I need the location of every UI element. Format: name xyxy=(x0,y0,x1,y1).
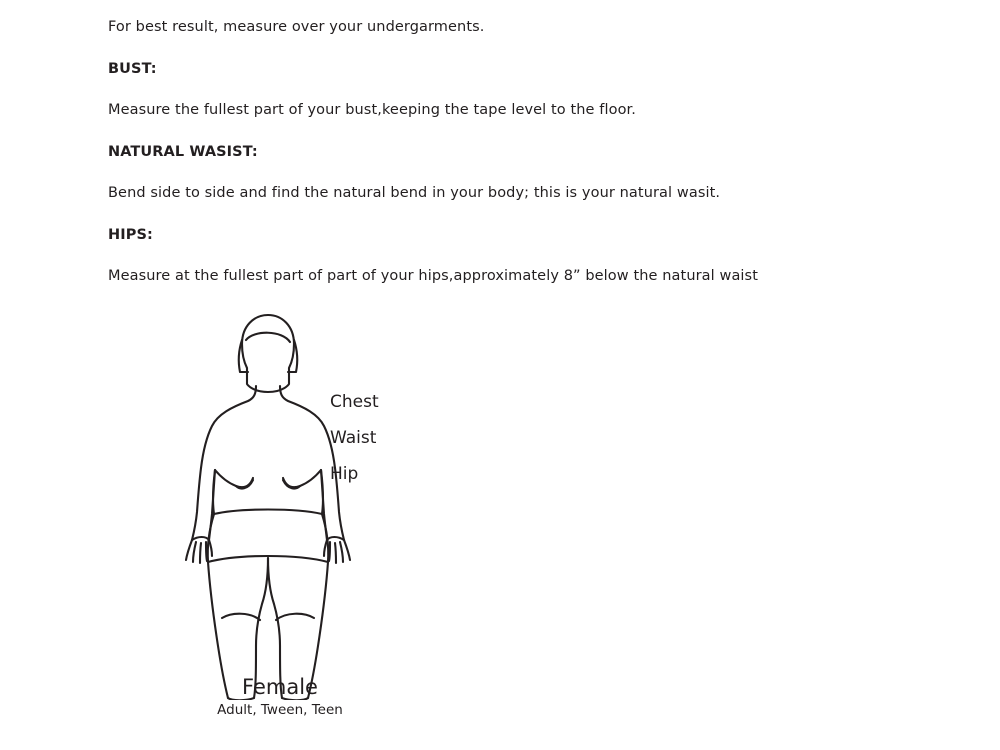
label-chest: Chest xyxy=(330,392,379,412)
female-body-diagram xyxy=(170,300,490,730)
hips-heading: HIPS: xyxy=(108,226,153,243)
bust-instruction: Measure the fullest part of your bust,keeping the tape level to the floor. xyxy=(108,102,636,119)
hips-instruction: Measure at the fullest part of part of your hips,approximately 8” below the natural waist xyxy=(108,268,759,285)
natural-waist-instruction: Bend side to side and find the natural bend in your body; this is your natural wasit. xyxy=(108,185,721,202)
female-body-outline-svg xyxy=(170,300,490,700)
natural-waist-heading: NATURAL WASIST: xyxy=(108,143,258,160)
caption-subtitle: Adult, Tween, Teen xyxy=(217,702,343,719)
bust-heading: BUST: xyxy=(108,60,157,77)
label-waist: Waist xyxy=(330,428,377,448)
intro-paragraph: For best result, measure over your undergarments. xyxy=(108,19,485,35)
figure-caption xyxy=(160,676,400,718)
instructions-text-block xyxy=(108,18,898,309)
label-hip: Hip xyxy=(330,464,359,484)
measurement-labels xyxy=(330,392,510,500)
caption-title: Female xyxy=(242,675,318,699)
